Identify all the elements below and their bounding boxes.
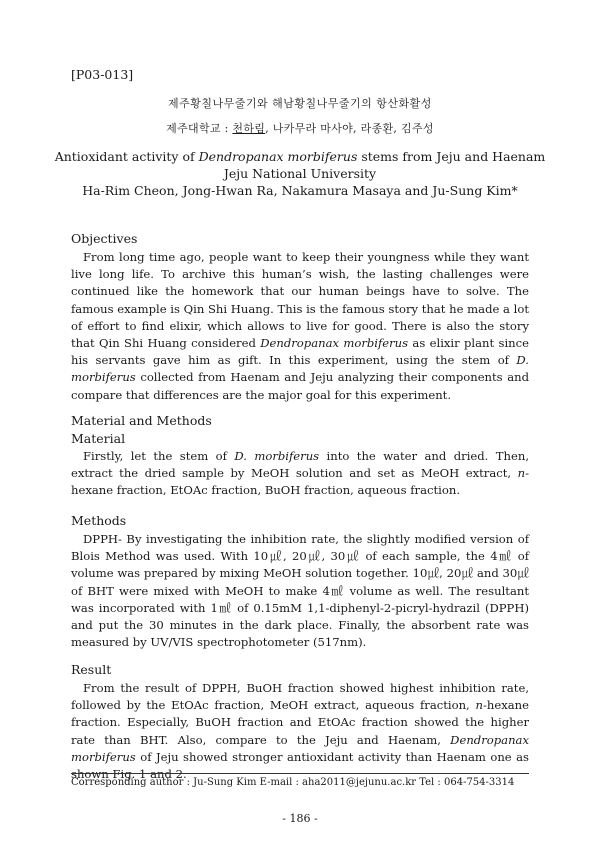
korean-title: 제주황칠나무줄기와 해남황칠나무줄기의 항산화활성 bbox=[168, 97, 432, 110]
body-text: into the water and dried. Then, extract the dried sample by MeOH solution and set as MeOH extract, bbox=[71, 449, 530, 481]
korean-affiliation: 제주대학교 : bbox=[166, 122, 233, 135]
result-heading: Result bbox=[71, 662, 112, 677]
objectives-paragraph bbox=[71, 249, 529, 404]
n-prefix: n bbox=[475, 698, 483, 713]
korean-other-authors: , 나카무라 마사야, 라종환, 김주성 bbox=[265, 122, 434, 135]
body-text: From the result of DPPH, BuOH fraction showed highest inhibition rate, followed by the EtOAc fraction, MeOH extract, aqueous fraction, bbox=[71, 681, 529, 713]
species-name: D. morbiferus bbox=[234, 449, 320, 463]
corresponding-author-footnote: Corresponding author : Ju-Sung Kim E-mail : aha2011@jejunu.ac.kr Tel : 064-754-3314 bbox=[71, 777, 515, 788]
english-authors: Ha-Rim Cheon, Jong-Hwan Ra, Nakamura Masaya and Ju-Sung Kim* bbox=[82, 183, 518, 198]
body-text: collected from Haenam and Jeju analyzing their components and compare that differences are the major goal for this experiment. bbox=[71, 370, 529, 402]
title-text: stems from Jeju and Haenam bbox=[357, 149, 546, 164]
korean-authors bbox=[0, 120, 600, 136]
footnote-divider bbox=[71, 773, 529, 774]
species-name: D. morbiferus bbox=[71, 353, 529, 385]
english-header bbox=[40, 148, 560, 199]
mm-heading: Material and Methods bbox=[71, 413, 212, 428]
species-name: Dendropanax morbiferus bbox=[71, 732, 529, 764]
abstract-code: [P03-013] bbox=[71, 67, 134, 82]
body-text: as elixir plant since his servants gave him as gift. In this experiment, using the stem of bbox=[71, 336, 529, 368]
methods-paragraph: DPPH- By investigating the inhibition rate, the slightly modified version of Blois Method was used. With 10㎕, 20㎕, 30㎕ of each sample, the 4㎖ of volume was prepared by mixing MeOH solution together. 10㎕, 20㎕ and 30㎕ of BHT were mixed with MeOH to make 4㎖ volume as well. The resultant was incorporated with 1㎖ of 0.15mM 1,1-diphenyl-2-picryl-hydrazil (DPPH) and put the 30 minutes in the dark place. Finally, the absorbent rate was measured by UV/VIS spectrophotometer (517nm). bbox=[71, 532, 529, 650]
species-name: Dendropanax morbiferus bbox=[260, 336, 409, 351]
korean-first-author: 천하림 bbox=[232, 122, 266, 135]
english-affiliation: Jeju National University bbox=[223, 166, 377, 181]
page-number: - 186 - bbox=[282, 812, 318, 825]
species-name: Dendropanax morbiferus bbox=[198, 149, 358, 164]
objectives-heading: Objectives bbox=[71, 231, 138, 246]
body-text: -hexane fraction, EtOAc fraction, BuOH fraction, aqueous fraction. bbox=[71, 466, 529, 498]
n-prefix: n bbox=[517, 466, 526, 481]
body-text: From long time ago, people want to keep their youngness while they want live long life. To archive this human’s wish, the lasting challenges were continued like the homework that our human beings have to solve. The famous example is Qin Shi Huang. This is the famous story that he made a lot of effort to find elixir, which allows to live for good. There is also the story that Qin Shi Huang considered bbox=[71, 250, 529, 351]
methods-heading: Methods bbox=[71, 513, 127, 528]
result-paragraph bbox=[71, 680, 529, 783]
material-heading: Material bbox=[71, 431, 126, 446]
body-text: of Jeju showed stronger antioxidant activity than Haenam one as shown Fig. 1 and 2. bbox=[71, 749, 529, 782]
english-title bbox=[40, 148, 560, 165]
title-text: Antioxidant activity of bbox=[54, 149, 199, 164]
material-paragraph bbox=[71, 448, 529, 500]
body-text: Firstly, let the stem of bbox=[83, 449, 235, 463]
body-text: -hexane fraction. Especially, BuOH fraction and EtOAc fraction showed the higher rate than BHT. Also, compare to the Jeju and Haenam, bbox=[71, 698, 529, 747]
